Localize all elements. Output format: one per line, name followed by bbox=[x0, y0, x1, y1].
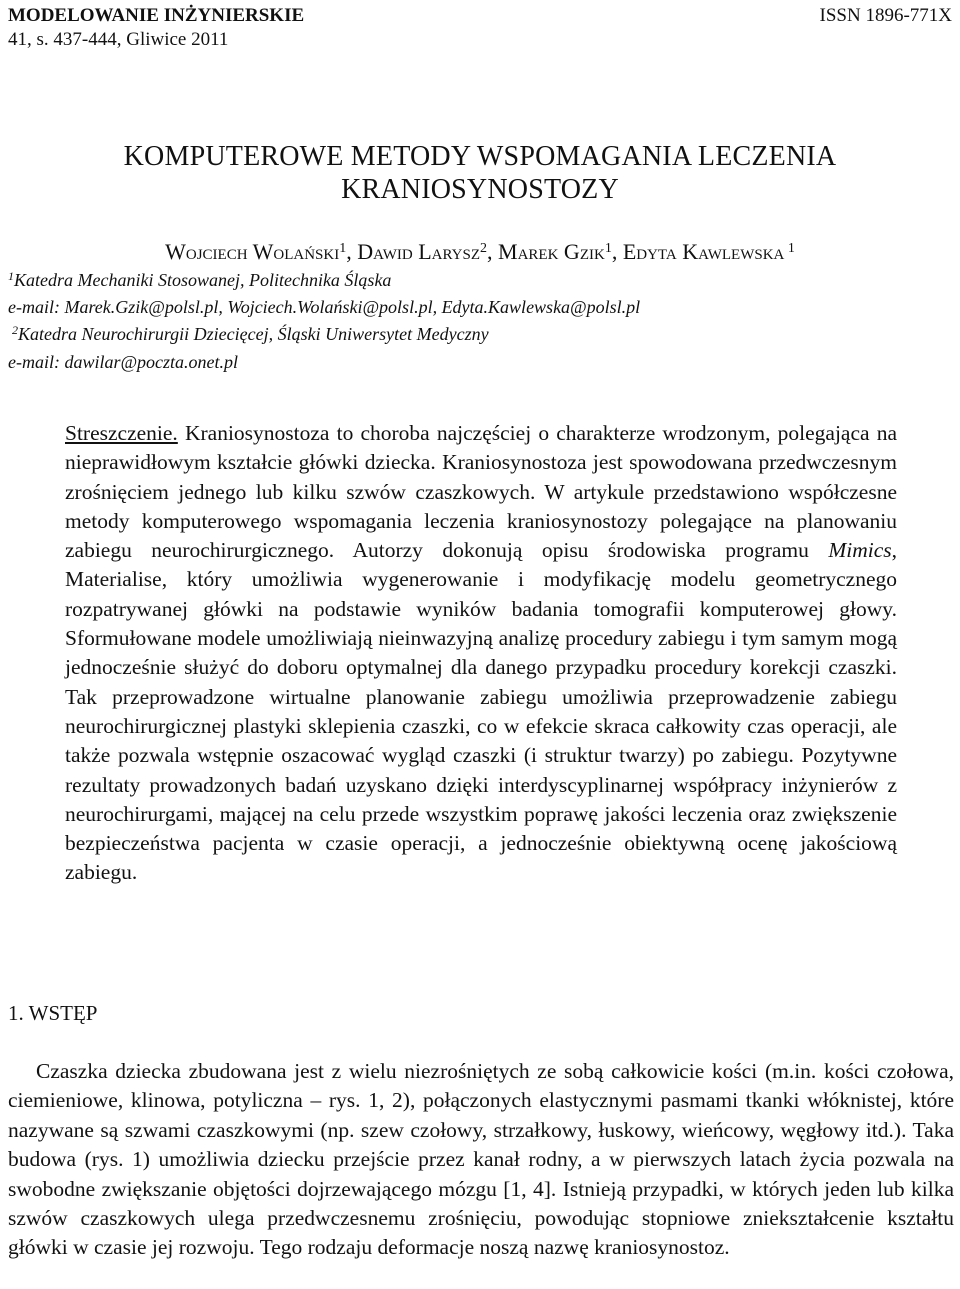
journal-issue-pages: 41, s. 437-444, Gliwice 2011 bbox=[8, 29, 229, 50]
author-affiliation-mark: 1 bbox=[339, 241, 347, 256]
issn: ISSN 1896-771X bbox=[819, 5, 952, 26]
affiliation-institution: Katedra Mechaniki Stosowanej, Politechnika Śląska bbox=[14, 270, 392, 290]
affiliation-number: 2 bbox=[12, 323, 18, 337]
author-affiliation-mark: 2 bbox=[480, 241, 488, 256]
affiliation-2 bbox=[12, 322, 489, 346]
abstract-text-continued: , Materialise, który umożliwia wygenerowanie i modyfikację modelu geometrycznego rozpatrywanej główki na podstawie wyników badania tomografii komputerowej głowy. Sformułowane modele umożliwiają nieinwazyjną analizę procedury zabiegu i tym samym mogą jednocześnie służyć do doboru optymalnej dla danego przypadku procedury korekcji czaszki. Tak przeprowadzone wirtualne planowanie zabiegu umożliwia przeprowadzenie zabiegu neurochirurgicznej plastyki sklepienia czaszki, co w efekcie skraca całkowity czas operacji, ale także pozwala wstępnie oszacować wygląd czaszki (i struktur twarzy) po zabiegu. Pozytywne rezultaty prowadzonych badań uzyskano dzięki interdyscyplinarnej współpracy inżynierów z neurochirurgami, mającej na celu przede wszystkim poprawę jakości leczenia oraz zwiększenie bezpieczeństwa pacjenta w czasie operacji, a jednocześnie obiektywną ocenę jakościową zabiegu. bbox=[65, 538, 897, 885]
author-list bbox=[0, 238, 960, 266]
author-separator: , bbox=[487, 239, 499, 264]
journal-name: MODELOWANIE INŻYNIERSKIE bbox=[8, 5, 305, 26]
paper-title bbox=[0, 140, 960, 206]
author-affiliation-mark: 1 bbox=[784, 241, 795, 256]
affiliation-number: 1 bbox=[8, 269, 14, 283]
affiliation-1-email: e-mail: Marek.Gzik@polsl.pl, Wojciech.Wolański@polsl.pl, Edyta.Kawlewska@polsl.pl bbox=[8, 297, 641, 317]
author-name: Dawid Larysz bbox=[357, 239, 481, 264]
affiliation-1 bbox=[8, 268, 391, 292]
affiliation-2-email: e-mail: dawilar@poczta.onet.pl bbox=[8, 352, 239, 372]
abstract-text: Kraniosynostoza to choroba najczęściej o charakterze wrodzonym, polegająca na nieprawidłowym kształcie główki dziecka. Kraniosynostoza jest spowodowana przedwczesnym zrośnięciem jednego lub kilku szwów czaszkowych. W artykule przedstawiono współczesne metody komputerowego wspomagania leczenia kraniosynostozy polegające na planowaniu zabiegu neurochirurgicznego. Autorzy dokonują opisu środowiska programu bbox=[65, 421, 897, 563]
author-name: Marek Gzik bbox=[498, 239, 605, 264]
title-line-1: KOMPUTEROWE METODY WSPOMAGANIA LECZENIA bbox=[123, 141, 837, 172]
abstract bbox=[65, 419, 897, 888]
intro-paragraph: Czaszka dziecka zbudowana jest z wielu niezrośniętych ze sobą całkowicie kości (m.in. kości czołowa, ciemieniowe, klinowa, potyliczna – rys. 1, 2), połączonych elastycznymi pasmami tkanki włóknistej, które nazywane są szwami czaszkowymi (np. szew czołowy, strzałkowy, łuskowy, wieńcowy, węgłowy itd.). Taka budowa (rys. 1) umożliwia dziecku przejście przez kanał rodny, a w pierwszych latach życia pozwala na swobodne zwiększanie objętości dojrzewającego mózgu [1, 4]. Istnieją przypadki, w których jeden lub kilka szwów czaszkowych ulega przedwczesnemu zrośnięciu, powodując stopniowe zniekształcenie kształtu główki w czasie jej rozwoju. Tego rodzaju deformacje noszą nazwę kraniosynostoz. bbox=[8, 1059, 954, 1260]
title-line-2: KRANIOSYNOSTOZY bbox=[341, 174, 619, 205]
author-name: Wojciech Wolański bbox=[165, 239, 340, 264]
author-separator: , bbox=[346, 239, 358, 264]
abstract-label: Streszczenie. bbox=[65, 421, 178, 445]
affiliation-institution: Katedra Neurochirurgii Dziecięcej, Śląski Uniwersytet Medyczny bbox=[18, 324, 489, 344]
author-name: Edyta Kawlewska bbox=[622, 239, 785, 264]
software-name: Mimics bbox=[828, 538, 892, 563]
journal-header bbox=[8, 4, 304, 52]
author-affiliation-mark: 1 bbox=[604, 241, 612, 256]
section-heading: 1. WSTĘP bbox=[8, 1001, 98, 1025]
author-separator: , bbox=[611, 239, 623, 264]
